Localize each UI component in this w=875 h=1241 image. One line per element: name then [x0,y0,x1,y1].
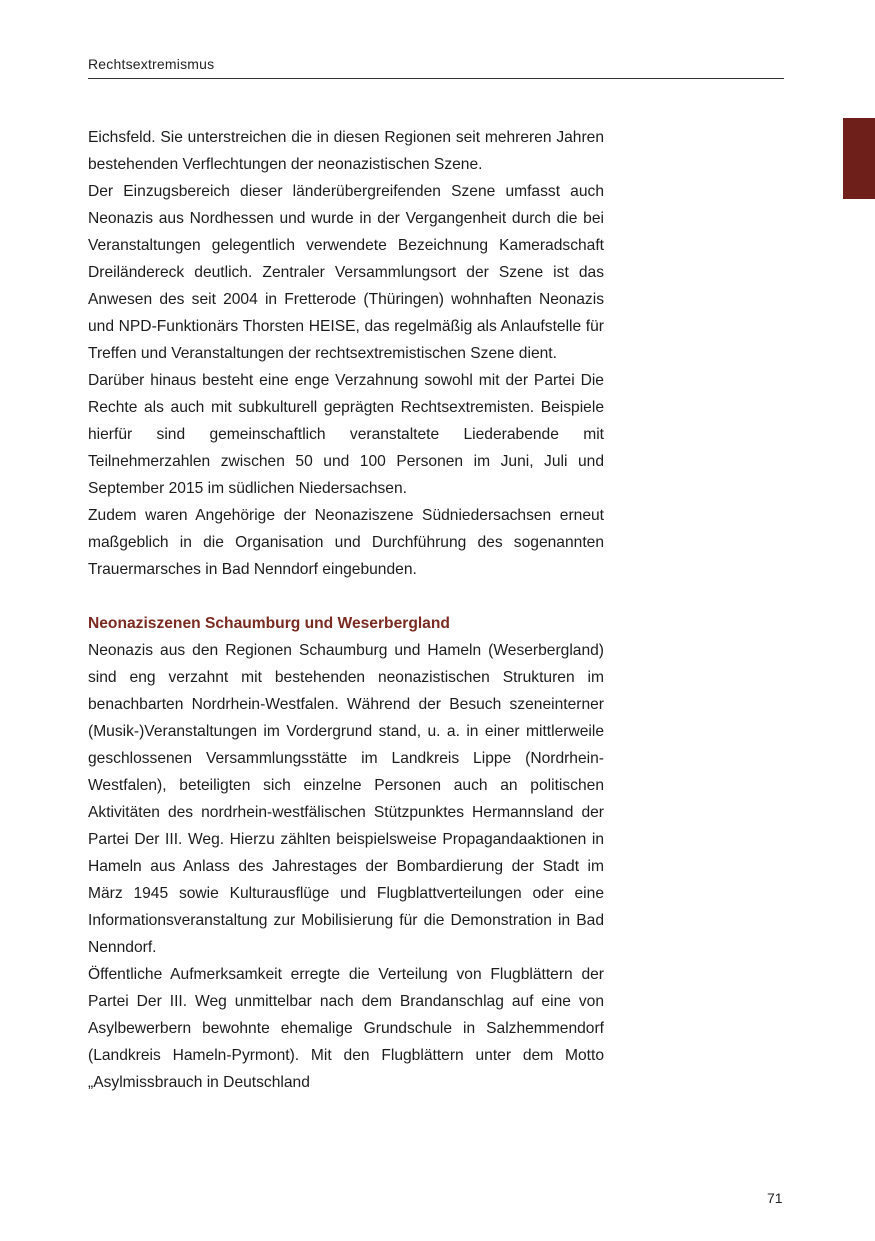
paragraph-flugblaetter: Öffentliche Aufmerksamkeit erregte die Verteilung von Flugblättern der Partei Der III. Weg unmittelbar nach dem Brandanschlag auf eine von Asylbewerbern bewohnte ehemalige Grundschule in Salzhemmendorf (Landkreis Hameln-Pyrmont). Mit den Flugblättern unter dem Motto „Asylmissbrauch in Deutschland [88,966,604,1091]
paragraph-einzugsbereich: Der Einzugsbereich dieser länderübergreifenden Szene umfasst auch Neonazis aus Nordhessen und wurde in der Vergangenheit durch die bei Veranstaltungen gelegentlich verwendete Bezeichnung Kameradschaft Dreiländereck deutlich. Zentraler Versammlungsort der Szene ist das Anwesen des seit 2004 in Fretterode (Thüringen) wohnhaften Neonazis und NPD-Funktionärs Thorsten HEISE, das regelmäßig als Anlaufstelle für Treffen und Veranstaltungen der rechtsextremistischen Szene dient. [88,183,604,362]
body-text-column [88,124,604,1096]
chapter-tab-marker [843,118,875,199]
running-header-title: Rechtsextremismus [88,56,215,72]
paragraph-schaumburg-hameln: Neonazis aus den Regionen Schaumburg und Hameln (Weserbergland) sind eng verzahnt mit bestehenden neonazistischen Strukturen im benachbarten Nordrhein-Westfalen. Während der Besuch szeneinterner (Musik-)Veranstaltungen im Vordergrund stand, u. a. in einer mittlerweile geschlossenen Versammlungsstätte im Landkreis Lippe (Nordrhein-Westfalen), beteiligten sich einzelne Personen auch an politischen Aktivitäten des nordrhein-westfälischen Stützpunktes Hermannsland der Partei Der III. Weg. Hierzu zählten beispielsweise Propagandaaktionen in Hameln aus Anlass des Jahrestages der Bombardierung der Stadt im März 1945 sowie Kulturausflüge und Flugblattverteilungen oder eine Informationsveranstaltung zur Mobilisierung für die Demonstration in Bad Nenndorf. [88,642,604,956]
paragraph-verzahnung: Darüber hinaus besteht eine enge Verzahnung sowohl mit der Partei Die Rechte als auch mit subkulturell geprägten Rechtsextremisten. Beispiele hierfür sind gemeinschaftlich veranstaltete Liederabende mit Teilnehmerzahlen zwischen 50 und 100 Personen im Juni, Juli und September 2015 im südlichen Niedersachsen. [88,372,604,497]
paragraph-eichsfeld: Eichsfeld. Sie unterstreichen die in diesen Regionen seit mehreren Jahren bestehenden Verflechtungen der neonazistischen Szene. [88,129,604,173]
section-heading: Neonaziszenen Schaumburg und Weserbergland [88,615,450,632]
header-rule [88,78,784,79]
paragraph-trauermarsch: Zudem waren Angehörige der Neonaziszene Südniedersachsen erneut maßgeblich in die Organisation und Durchführung des sogenannten Trauermarsches in Bad Nenndorf eingebunden. [88,507,604,578]
page-number: 71 [767,1190,783,1206]
